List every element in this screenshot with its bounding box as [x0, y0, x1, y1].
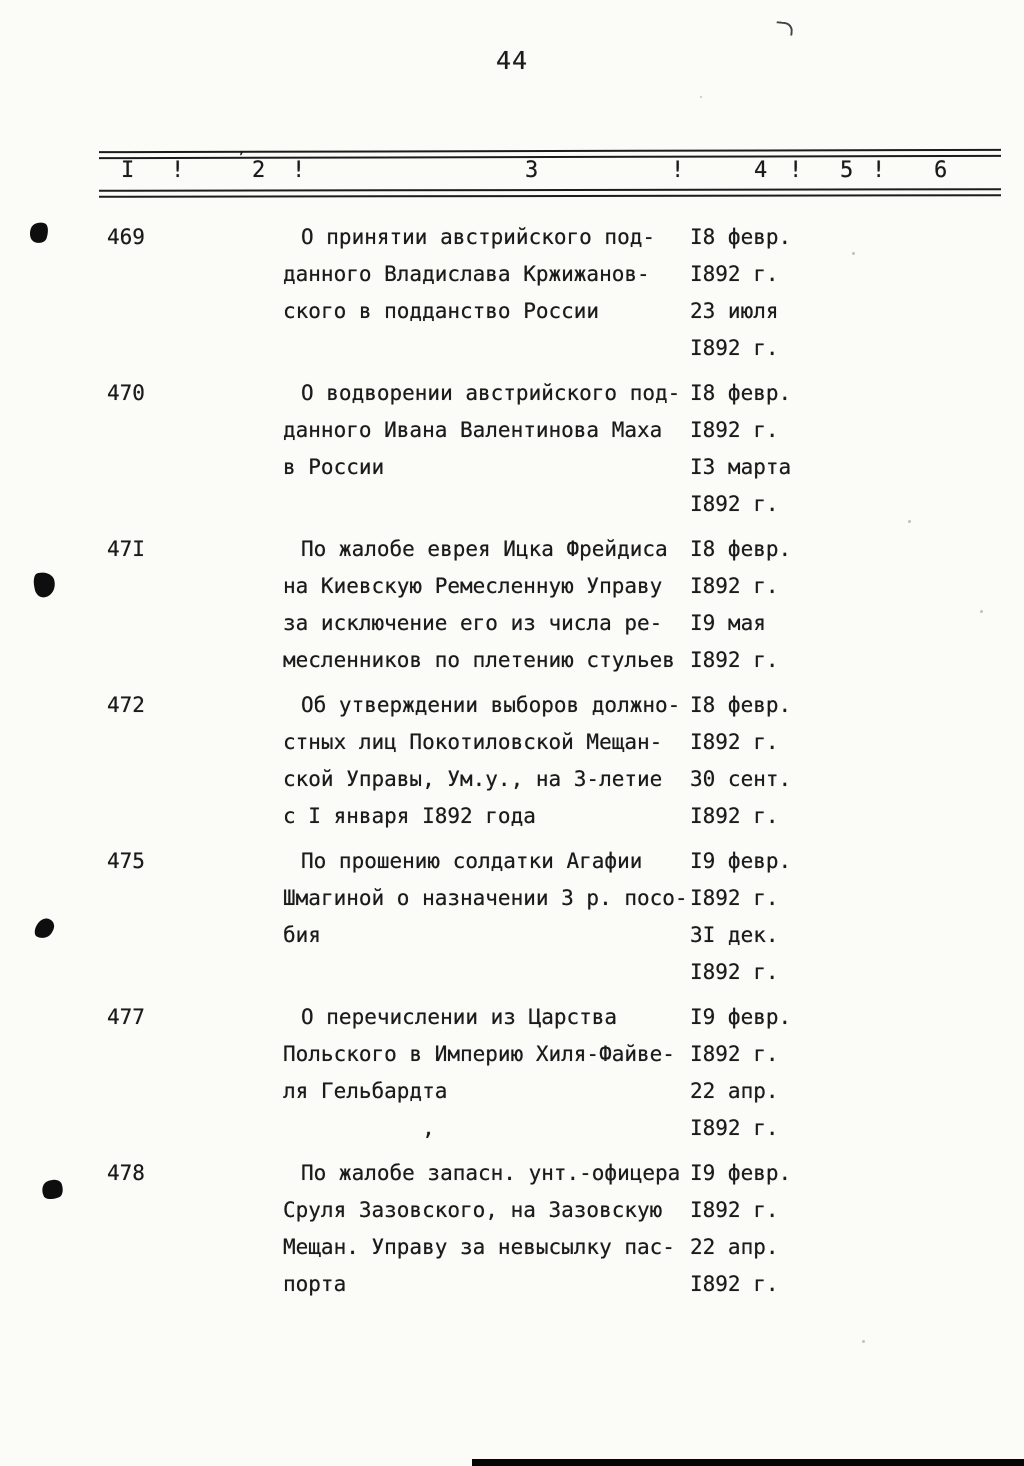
- entry-description-line: По жалобе еврея Ицка Фрейдиса: [301, 537, 668, 561]
- entry-description-line: О принятии австрийского под-: [301, 225, 656, 249]
- entry-date-line: I8 февр.: [690, 381, 792, 405]
- entry-date-line: I892 г.: [690, 492, 779, 516]
- entry-description-line: в России: [283, 455, 385, 479]
- entry-description-line: ля Гельбардта: [283, 1079, 448, 1103]
- registry-entry: [0, 687, 1024, 835]
- scan-speck: [980, 610, 983, 613]
- entry-body: [283, 375, 1024, 523]
- column-separator: !: [789, 158, 803, 183]
- entry-date-line: 30 сент.: [690, 767, 792, 791]
- entry-date-line: I9 мая: [690, 611, 766, 635]
- entry-date-line: I9 февр.: [690, 849, 792, 873]
- registry-entry: [0, 219, 1024, 367]
- entry-date-line: I892 г.: [690, 418, 779, 442]
- registry-entry: [0, 531, 1024, 679]
- entry-description-line: О перечислении из Царства: [301, 1005, 618, 1029]
- entry-date-line: I3 марта: [690, 455, 792, 479]
- entry-number: 475: [107, 849, 145, 873]
- entry-date-line: I9 февр.: [690, 1161, 792, 1185]
- entry-date-line: I892 г.: [690, 262, 779, 286]
- column-separator: !: [292, 158, 306, 183]
- entry-description-line: Сруля Зазовского, на Зазовскую: [283, 1198, 663, 1222]
- registry-entry: [0, 999, 1024, 1147]
- scan-speck: [700, 96, 702, 98]
- entry-description-line: Об утверждении выборов должно-: [301, 693, 681, 717]
- column-separator: !: [872, 158, 886, 183]
- column-header-6: 6: [934, 158, 948, 183]
- entry-date-line: I892 г.: [690, 1116, 779, 1140]
- entry-description-line: ской Управы, Ум.у., на 3-летие: [283, 767, 663, 791]
- entry-description-line: Польского в Империю Хиля-Файве-: [283, 1042, 675, 1066]
- entry-description-line: данного Владислава Кржижанов-: [283, 262, 650, 286]
- entry-description-line: О водворении австрийского под-: [301, 381, 681, 405]
- entry-body: [283, 687, 1024, 835]
- entry-date-line: I892 г.: [690, 336, 779, 360]
- entry-date-line: I892 г.: [690, 1272, 779, 1296]
- entry-description-line: данного Ивана Валентинова Маха: [283, 418, 663, 442]
- entry-date-line: I9 февр.: [690, 1005, 792, 1029]
- entry-number: 472: [107, 693, 145, 717]
- entry-description-line: [283, 330, 690, 367]
- entry-description-line: По прошению солдатки Агафии: [301, 849, 643, 873]
- entry-date-line: 22 апр.: [690, 1235, 779, 1259]
- scan-speck: [862, 1340, 865, 1343]
- entry-number: 47I: [107, 537, 145, 561]
- registry-entries: [0, 219, 1024, 1311]
- column-separator: !: [671, 158, 685, 183]
- entry-description-line: [283, 486, 690, 523]
- entry-description-line: ,: [283, 1116, 435, 1140]
- entry-date-line: I892 г.: [690, 648, 779, 672]
- column-header-4: 4: [754, 158, 768, 183]
- page-number: 44: [495, 46, 529, 75]
- table-header-rule-1: [99, 188, 1001, 192]
- table-header-rule-2: [99, 194, 1001, 198]
- tick-mark: ’: [237, 150, 246, 166]
- entry-number: 477: [107, 1005, 145, 1029]
- entry-date-line: I892 г.: [690, 960, 779, 984]
- entry-date-line: I892 г.: [690, 804, 779, 828]
- column-header-1: I: [121, 158, 135, 183]
- scan-speck: [908, 520, 911, 523]
- scan-speck: [852, 252, 855, 255]
- registry-entry: [0, 375, 1024, 523]
- column-header-2: 2: [252, 158, 266, 183]
- entry-date-line: 22 апр.: [690, 1079, 779, 1103]
- entry-body: [283, 999, 1024, 1147]
- entry-description-line: с I января I892 года: [283, 804, 536, 828]
- entry-date-line: 3I дек.: [690, 923, 779, 947]
- entry-number: 470: [107, 381, 145, 405]
- column-separator: !: [171, 158, 185, 183]
- entry-date-line: I892 г.: [690, 886, 779, 910]
- entry-date-line: I892 г.: [690, 574, 779, 598]
- table-top-rule-1: [99, 149, 1001, 153]
- entry-date-line: I8 февр.: [690, 225, 792, 249]
- entry-number: 478: [107, 1161, 145, 1185]
- column-header-5: 5: [840, 158, 854, 183]
- entry-description-line: за исключение его из числа ре-: [283, 611, 663, 635]
- entry-body: [283, 531, 1024, 679]
- entry-description-line: бия: [283, 923, 321, 947]
- entry-number: 469: [107, 225, 145, 249]
- column-header-3: 3: [525, 158, 539, 183]
- entry-body: [283, 843, 1024, 991]
- entry-date-line: 23 июля: [690, 299, 779, 323]
- entry-description-line: Мещан. Управу за невысылку пас-: [283, 1235, 675, 1259]
- entry-description-line: стных лиц Покотиловской Мещан-: [283, 730, 663, 754]
- entry-description-line: [283, 954, 690, 991]
- entry-description-line: ского в подданство России: [283, 299, 600, 323]
- entry-date-line: I8 февр.: [690, 693, 792, 717]
- entry-description-line: По жалобе запасн. унт.-офицера: [301, 1161, 681, 1185]
- entry-date-line: I892 г.: [690, 1042, 779, 1066]
- registry-entry: [0, 843, 1024, 991]
- entry-date-line: I8 февр.: [690, 537, 792, 561]
- registry-entry: [0, 1155, 1024, 1303]
- entry-description-line: порта: [283, 1272, 347, 1296]
- entry-description-line: Шмагиной о назначении 3 р. посо-: [283, 886, 688, 910]
- pen-mark: [775, 21, 793, 36]
- table-column-headers: [0, 150, 1024, 186]
- entry-date-line: I892 г.: [690, 1198, 779, 1222]
- entry-body: [283, 219, 1024, 367]
- scan-edge-bar: [472, 1459, 1024, 1466]
- entry-body: [283, 1155, 1024, 1303]
- entry-description-line: месленников по плетению стульев: [283, 648, 675, 672]
- entry-description-line: на Киевскую Ремесленную Управу: [283, 574, 663, 598]
- entry-date-line: I892 г.: [690, 730, 779, 754]
